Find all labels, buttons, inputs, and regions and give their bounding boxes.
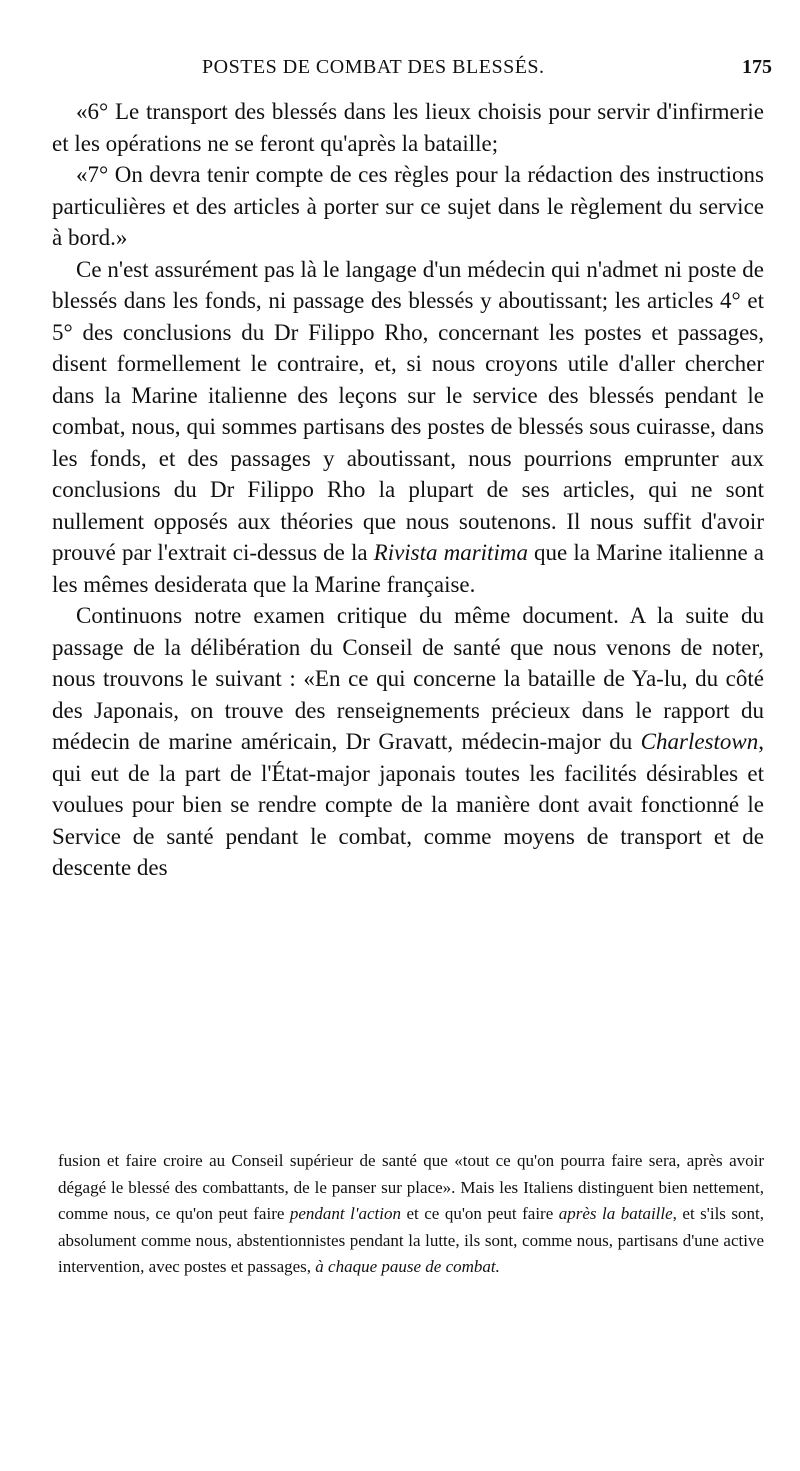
paragraph-item-6: «6° Le transport des blessés dans les lieux choisis pour servir d'infirmerie et les opérations ne se feront qu'après la bataille; [52, 99, 764, 156]
paragraph-commentary [52, 254, 764, 601]
page-header [52, 56, 772, 86]
ship-name: Charlestown [640, 729, 759, 754]
footnote [58, 1148, 764, 1281]
running-title: POSTES DE COMBAT DES BLESSÉS. [202, 56, 545, 78]
italic-phrase: après la bataille [558, 1204, 673, 1223]
main-text [52, 96, 764, 884]
text-run: que la Marine italienne a les mêmes desiderata que la Marine française. [52, 540, 764, 597]
paragraph-item-7: «7° On devra tenir compte de ces règles pour la rédaction des instructions particulières et des articles à porter sur ce sujet dans le règlement du service à bord.» [52, 162, 764, 250]
text-run: Continuons notre examen critique du même document. A la suite du passage de la délibération du Conseil de santé que nous venons de noter, nous trouvons le suivant : «En ce qui concerne la bataille de Ya-lu, du côté des Japonais, on trouve des renseignements précieux dans le rapport du médecin de marine américain, Dr Gravatt, médecin-major du [52, 603, 764, 754]
text-run: Ce n'est assurément pas là le langage d'un médecin qui n'admet ni poste de blessés dans les fonds, ni passage des blessés y aboutissant; les articles 4° et 5° des conclusions du Dr Filippo Rho, concernant les postes et passages, disent formellement le contraire, et, si nous croyons utile d'aller chercher dans la Marine italienne des leçons sur le service des blessés pendant le combat, nous, qui sommes partisans des postes de blessés sous cuirasse, dans les fonds, et des passages y aboutissant, nous pourrions emprunter aux conclusions du Dr Filippo Rho la plupart de ses articles, qui ne sont nullement opposés aux théories que nous soutenons. Il nous suffit d'avoir prouvé par l'extrait ci-dessus de la [52, 256, 764, 565]
italic-phrase: à chaque pause de combat. [315, 1257, 500, 1276]
text-run: , qui eut de la part de l'État-major japonais toutes les facilités désirables et voulues pour bien se rendre compte de la manière dont avait fonctionné le Service de santé pendant le combat, comme moyens de transport et de descente des [52, 729, 764, 880]
footnote-text [58, 1148, 764, 1281]
italic-phrase: pendant l'action [289, 1204, 401, 1223]
text-run: et ce qu'on peut faire [401, 1204, 559, 1223]
text-run: fusion et faire croire au Conseil supérieur de santé que «tout ce qu'on pourra faire sera, après avoir dégagé le blessé des combattants, de le panser sur place». Mais les Italiens distinguent bien nettement, comme nous, ce qu'on peut faire [58, 1151, 764, 1223]
journal-title: Rivista maritima [373, 540, 528, 565]
page-number: 175 [742, 56, 772, 78]
paragraph-examination [52, 600, 764, 884]
text-run: , et s'ils sont, absolument comme nous, abstentionnistes pendant la lutte, ils sont, comme nous, partisans d'une active intervention, avec postes et passages, [58, 1204, 764, 1276]
